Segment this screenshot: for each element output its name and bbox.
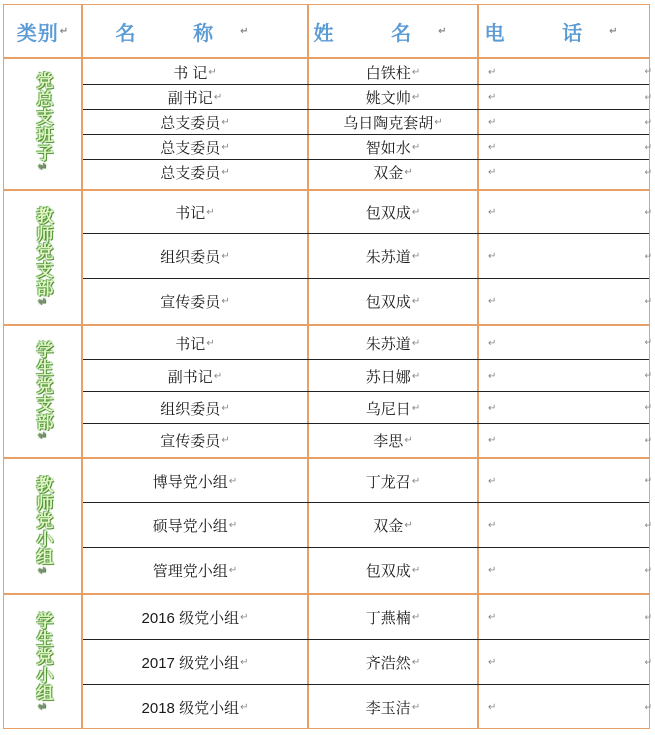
paragraph-mark: ↵ <box>411 66 421 78</box>
phone-cell[interactable] <box>479 595 649 640</box>
paragraph-mark: ↵ <box>228 565 238 576</box>
paragraph-mark: ↵ <box>488 520 497 531</box>
cell-text: 总支委员 <box>160 165 221 182</box>
row-end-mark: ↵ <box>644 519 652 530</box>
position-cell <box>83 503 307 548</box>
header-phone: 电 话 ↵ <box>484 22 644 45</box>
paragraph-mark: ↵ <box>208 66 217 78</box>
contact-table <box>3 4 650 729</box>
position-cell <box>83 160 307 185</box>
name-cell <box>309 640 477 685</box>
cell-text: 组织委员 <box>160 249 221 266</box>
category-cell <box>4 326 82 457</box>
phone-cell[interactable] <box>479 392 649 424</box>
paragraph-mark: ↵ <box>488 167 497 178</box>
cell-text: 2017 级党小组 <box>141 655 240 672</box>
cell-text: 齐浩然 <box>365 655 411 672</box>
paragraph-mark: ↵ <box>206 207 215 218</box>
paragraph-mark: ↵ <box>411 296 421 307</box>
cell-text: 书 记 <box>173 64 208 82</box>
paragraph-mark: ↵ <box>488 612 497 623</box>
name-cell <box>309 85 477 110</box>
paragraph-mark: ↵ <box>213 370 223 382</box>
paragraph-mark: ↵ <box>411 337 421 349</box>
phone-cell[interactable] <box>479 424 649 457</box>
row-end-mark: ↵ <box>644 166 652 177</box>
cell-text: 书记 <box>175 205 206 222</box>
paragraph-mark: ↵ <box>411 251 421 262</box>
paragraph-mark: ↵ <box>404 435 413 446</box>
cell-text: 朱苏道 <box>365 335 411 353</box>
phone-cell[interactable] <box>479 234 649 279</box>
name-cell <box>309 135 477 160</box>
name-cell <box>309 503 477 548</box>
paragraph-mark: ↵ <box>240 612 249 623</box>
category-label: 党总支班子↵ <box>33 71 53 173</box>
paragraph-mark: ↵ <box>228 520 238 531</box>
paragraph-mark: ↵ <box>38 431 48 442</box>
cell-text: 双金 <box>373 518 404 535</box>
header-category: 类别 ↵ <box>16 22 70 45</box>
paragraph-mark: ↵ <box>221 167 230 178</box>
paragraph-mark: ↵ <box>488 117 497 128</box>
row-end-mark: ↵ <box>644 206 652 217</box>
position-cell <box>83 595 307 640</box>
position-cell <box>83 191 307 234</box>
cell-text: 丁燕楠 <box>365 610 411 627</box>
cell-text: 副书记 <box>167 368 213 386</box>
name-cell <box>309 279 477 324</box>
paragraph-mark: ↵ <box>488 657 497 668</box>
row-end-mark: ↵ <box>644 116 652 127</box>
paragraph-mark: ↵ <box>38 297 48 308</box>
paragraph-mark: ↵ <box>488 370 497 382</box>
phone-cell[interactable] <box>479 135 649 160</box>
paragraph-mark: ↵ <box>411 92 421 103</box>
paragraph-mark: ↵ <box>221 402 230 414</box>
paragraph-mark: ↵ <box>411 612 421 623</box>
cell-text: 副书记 <box>167 90 213 107</box>
cell-text: 丁龙召 <box>365 473 411 491</box>
cell-text: 管理党小组 <box>152 563 228 580</box>
name-cell <box>309 360 477 392</box>
cell-text: 乌尼日 <box>365 400 411 418</box>
paragraph-mark: ↵ <box>240 657 249 668</box>
category-cell <box>4 459 82 593</box>
position-cell <box>83 135 307 160</box>
phone-cell[interactable] <box>479 110 649 135</box>
paragraph-mark: ↵ <box>411 475 421 487</box>
name-cell <box>309 234 477 279</box>
paragraph-mark: ↵ <box>488 207 497 218</box>
cell-text: 朱苏道 <box>365 249 411 266</box>
cell-text: 苏日娜 <box>365 368 411 386</box>
position-cell <box>83 279 307 324</box>
name-cell <box>309 424 477 457</box>
phone-cell[interactable] <box>479 685 649 730</box>
cell-text: 书记 <box>175 335 206 353</box>
paragraph-mark: ↵ <box>240 702 249 713</box>
name-cell <box>309 110 477 135</box>
phone-cell[interactable] <box>479 360 649 392</box>
cell-text: 包双成 <box>365 205 411 222</box>
row-end-mark: ↵ <box>644 295 652 306</box>
row-end-mark: ↵ <box>644 402 652 412</box>
paragraph-mark: ↵ <box>221 142 230 153</box>
name-cell <box>309 548 477 593</box>
cell-text: 2016 级党小组 <box>141 610 240 627</box>
position-cell <box>83 685 307 730</box>
row-end-mark: ↵ <box>644 91 652 102</box>
position-cell <box>83 59 307 85</box>
phone-cell[interactable] <box>479 279 649 324</box>
paragraph-mark: ↵ <box>221 117 230 128</box>
phone-cell[interactable] <box>479 503 649 548</box>
paragraph-mark: ↵ <box>411 702 421 713</box>
row-end-mark: ↵ <box>644 250 652 261</box>
cell-text: 智如水 <box>365 140 411 157</box>
name-cell <box>309 160 477 185</box>
phone-cell[interactable] <box>479 459 649 503</box>
paragraph-mark: ↵ <box>488 92 497 103</box>
position-cell <box>83 548 307 593</box>
paragraph-mark: ↵ <box>488 402 497 414</box>
cell-text: 博导党小组 <box>152 473 228 491</box>
cell-text: 包双成 <box>365 563 411 580</box>
row-end-mark: ↵ <box>644 611 652 622</box>
paragraph-mark: ↵ <box>411 142 421 153</box>
paragraph-mark: ↵ <box>488 435 497 446</box>
name-cell <box>309 326 477 360</box>
paragraph-mark: ↵ <box>411 207 421 218</box>
phone-cell[interactable] <box>479 640 649 685</box>
name-cell <box>309 595 477 640</box>
header-title: 名 称 ↵ <box>115 22 275 45</box>
position-cell <box>83 392 307 424</box>
row-end-mark: ↵ <box>644 475 652 485</box>
name-cell <box>309 191 477 234</box>
paragraph-mark: ↵ <box>221 251 230 262</box>
cell-text: 宣传委员 <box>160 433 221 450</box>
name-cell <box>309 685 477 730</box>
row-end-mark: ↵ <box>644 656 652 667</box>
cell-text: 李思 <box>373 433 404 450</box>
paragraph-mark: ↵ <box>411 565 421 576</box>
header-name: 姓 名 ↵ <box>313 22 473 45</box>
paragraph-mark: ↵ <box>221 435 230 446</box>
cell-text: 硕导党小组 <box>152 518 228 535</box>
cell-text: 双金 <box>373 165 404 182</box>
name-cell <box>309 392 477 424</box>
category-label: 教师党小组↵ <box>33 475 53 577</box>
position-cell <box>83 640 307 685</box>
row-end-mark: ↵ <box>644 701 652 712</box>
paragraph-mark: ↵ <box>404 167 413 178</box>
cell-text: 白铁柱 <box>365 64 411 82</box>
name-cell <box>309 459 477 503</box>
paragraph-mark: ↵ <box>404 520 413 531</box>
paragraph-mark: ↵ <box>488 337 497 349</box>
category-cell <box>4 59 82 185</box>
paragraph-mark: ↵ <box>411 370 421 382</box>
paragraph-mark: ↵ <box>206 337 215 349</box>
row-end-mark: ↵ <box>644 66 652 76</box>
paragraph-mark: ↵ <box>228 475 238 487</box>
category-cell <box>4 191 82 324</box>
category-label: 学生党支部↵ <box>33 341 53 442</box>
name-cell <box>309 59 477 85</box>
position-cell <box>83 326 307 360</box>
phone-cell[interactable] <box>479 160 649 185</box>
phone-cell[interactable] <box>479 59 649 85</box>
cell-text: 李玉洁 <box>365 700 411 717</box>
phone-cell[interactable] <box>479 548 649 593</box>
paragraph-mark: ↵ <box>488 565 497 576</box>
position-cell <box>83 459 307 503</box>
paragraph-mark: ↵ <box>38 565 48 577</box>
paragraph-mark: ↵ <box>434 117 443 128</box>
position-cell <box>83 110 307 135</box>
paragraph-mark: ↵ <box>38 702 48 713</box>
cell-text: 2018 级党小组 <box>141 700 240 717</box>
category-cell <box>4 595 82 730</box>
position-cell <box>83 360 307 392</box>
cell-text: 组织委员 <box>160 400 221 418</box>
cell-text: 姚文帅 <box>365 90 411 107</box>
cell-text: 总支委员 <box>160 115 221 132</box>
cell-text: 包双成 <box>365 294 411 311</box>
paragraph-mark: ↵ <box>213 92 223 103</box>
row-end-mark: ↵ <box>644 337 652 347</box>
category-label: 教师党支部↵ <box>33 207 53 308</box>
cell-text: 乌日陶克套胡 <box>343 115 434 132</box>
paragraph-mark: ↵ <box>488 475 497 487</box>
row-end-mark: ↵ <box>644 141 652 152</box>
position-cell <box>83 234 307 279</box>
row-end-mark: ↵ <box>644 434 652 445</box>
paragraph-mark: ↵ <box>411 657 421 668</box>
phone-cell[interactable] <box>479 191 649 234</box>
cell-text: 总支委员 <box>160 140 221 157</box>
category-label: 学生党小组↵ <box>33 612 53 713</box>
row-end-mark: ↵ <box>644 370 652 380</box>
paragraph-mark: ↵ <box>488 66 497 78</box>
paragraph-mark: ↵ <box>488 142 497 153</box>
row-end-mark: ↵ <box>644 564 652 575</box>
paragraph-mark: ↵ <box>488 296 497 307</box>
paragraph-mark: ↵ <box>488 251 497 262</box>
cell-text: 宣传委员 <box>160 294 221 311</box>
paragraph-mark: ↵ <box>38 161 48 173</box>
paragraph-mark: ↵ <box>488 702 497 713</box>
position-cell <box>83 424 307 457</box>
position-cell <box>83 85 307 110</box>
phone-cell[interactable] <box>479 85 649 110</box>
phone-cell[interactable] <box>479 326 649 360</box>
paragraph-mark: ↵ <box>411 402 421 414</box>
paragraph-mark: ↵ <box>221 296 230 307</box>
